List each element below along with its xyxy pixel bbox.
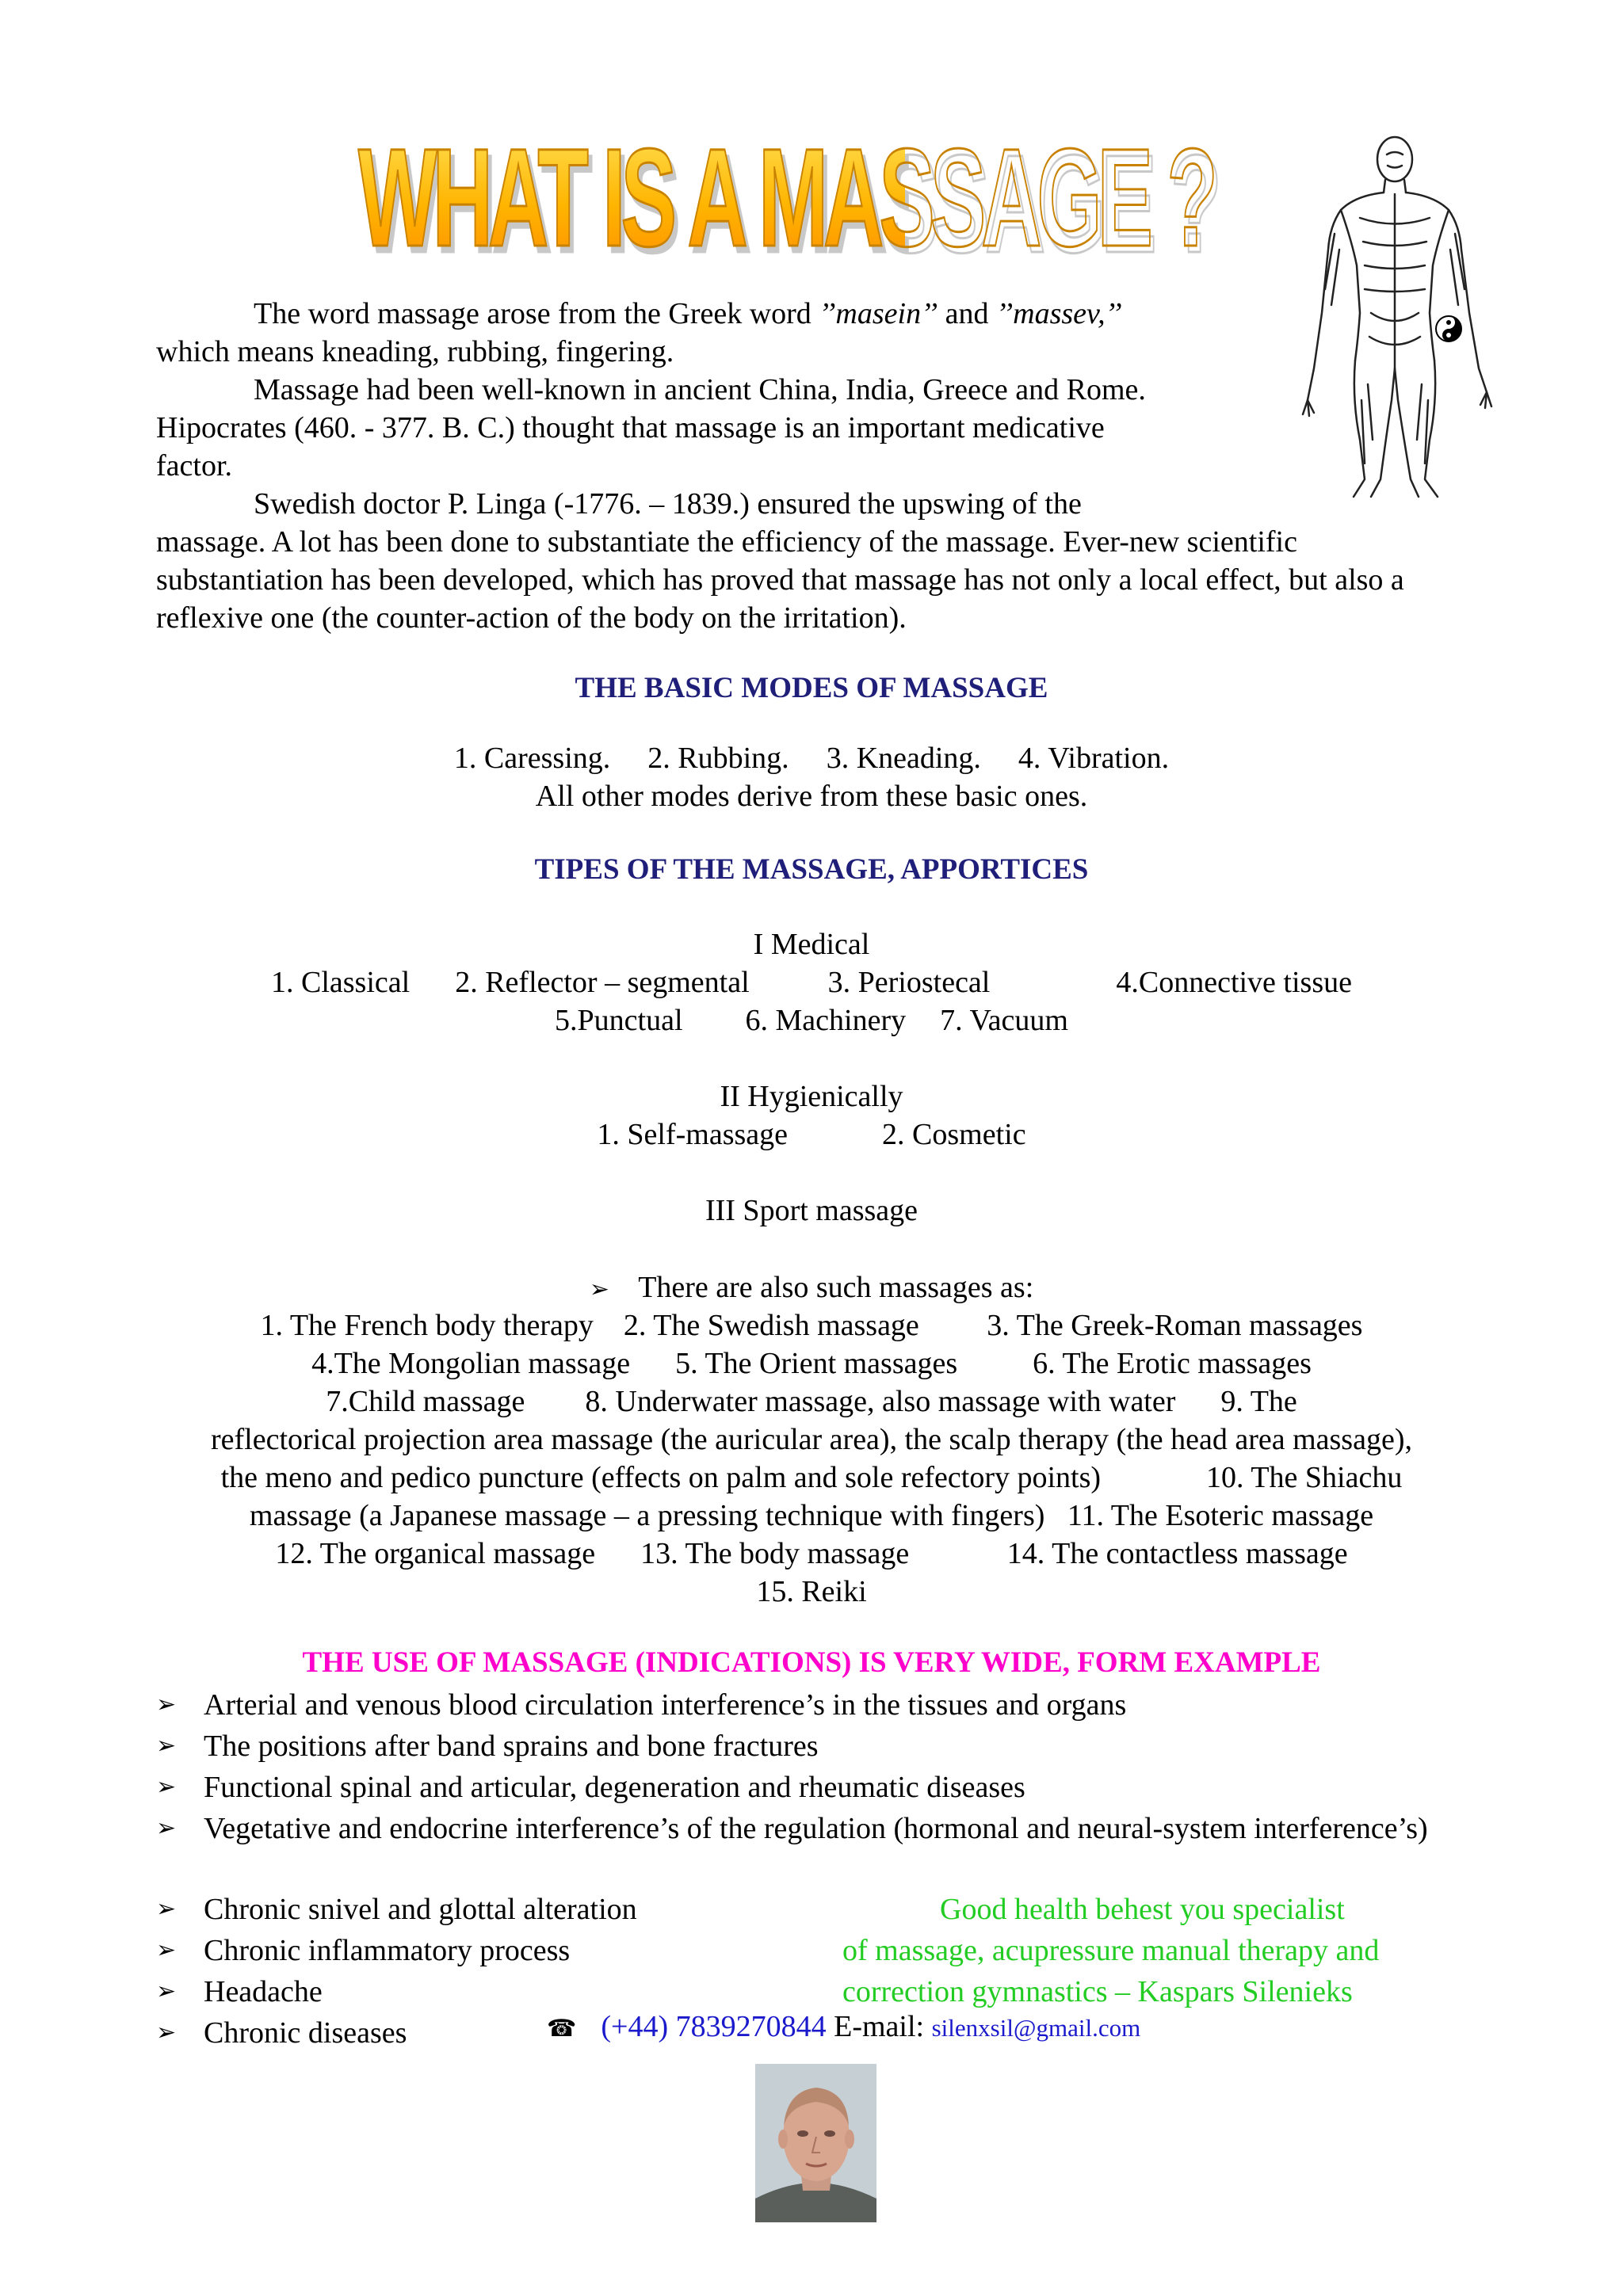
greek-word-massev: ’’massev,’’ <box>996 297 1122 330</box>
types-heading: TIPES OF THE MASSAGE, APPORTICES <box>534 853 1089 886</box>
medical-row-1 <box>0 963 1623 1001</box>
arrow-bullet-icon: ➢ <box>156 1936 177 1964</box>
indication-item <box>156 1768 1472 1810</box>
arrow-bullet-icon: ➢ <box>156 1978 177 2005</box>
also-intro <box>0 1268 1623 1309</box>
indication-item <box>156 1727 1472 1768</box>
also-line: the meno and pedico puncture (effects on palm and sole refectory points) 10. The Shiachu <box>220 1461 1403 1494</box>
indication-text: Functional spinal and articular, degeneration and rheumatic diseases <box>204 1771 1025 1804</box>
medical-row-2 <box>0 1001 1623 1039</box>
anatomy-figure-illustration <box>1276 131 1506 503</box>
also-line: 7.Child massage 8. Underwater massage, also massage with water 9. The <box>326 1385 1297 1418</box>
hygienic-type-item: 2. Cosmetic <box>882 1118 1026 1151</box>
basic-modes-list <box>0 739 1623 777</box>
yin-yang-icon <box>1436 316 1461 341</box>
medical-type-item: 1. Classical <box>271 966 411 999</box>
intro-text: The word massage arose from the Greek word <box>254 297 819 330</box>
arrow-bullet-icon: ➢ <box>156 1895 177 1923</box>
linga-paragraph <box>156 523 1448 637</box>
also-line: 4.The Mongolian massage 5. The Orient massages 6. The Erotic massages <box>311 1347 1312 1380</box>
history-line-3: factor. <box>156 449 233 482</box>
medical-type-item: 5.Punctual <box>555 1004 683 1037</box>
indications-heading: THE USE OF MASSAGE (INDICATIONS) IS VERY WIDE, FORM EXAMPLE <box>302 1646 1321 1679</box>
indication-item <box>156 1810 1472 1890</box>
history-line-1: Massage had been well-known in ancient China, India, Greece and Rome. <box>254 373 1146 406</box>
linga-paragraph-text: massage. A lot has been done to substantiate the efficiency of the massage. Ever-new scientific substantiation has been developed, which has proved that massage has not only a local effect, but also a reflexive one (the counter-action of the body on the irritation). <box>156 525 1404 635</box>
also-line: massage (a Japanese massage – a pressing technique with fingers) 11. The Esoteric massage <box>249 1499 1374 1532</box>
mode-item: 3. Kneading. <box>826 742 981 775</box>
mode-item: 4. Vibration. <box>1018 742 1170 775</box>
arrow-bullet-icon: ➢ <box>156 1814 177 1842</box>
hygienic-title: II Hygienically <box>720 1080 903 1113</box>
indication-text: Chronic diseases <box>204 2016 407 2050</box>
also-line: reflectorical projection area massage (the auricular area), the scalp therapy (the head area massage), <box>211 1423 1412 1456</box>
mode-item: 2. Rubbing. <box>647 742 789 775</box>
contact-greeting-line-3: correction gymnastics – Kaspars Silenieks <box>842 1975 1353 2008</box>
email-label: E-mail: <box>834 2010 925 2043</box>
medical-type-item: 2. Reflector – segmental <box>455 966 750 999</box>
contact-line <box>547 2008 1140 2048</box>
intro-line-2: which means kneading, rubbing, fingering. <box>156 335 674 368</box>
arrow-bullet-icon: ➢ <box>156 2019 177 2046</box>
medical-type-item: 7. Vacuum <box>940 1004 1068 1037</box>
indication-text: The positions after band sprains and bone fractures <box>204 1730 819 1763</box>
basic-modes-heading: THE BASIC MODES OF MASSAGE <box>575 672 1048 704</box>
medical-title: I Medical <box>753 928 870 961</box>
medical-type-item: 6. Machinery <box>745 1004 907 1037</box>
intro-conjunction: and <box>938 297 997 330</box>
page-title: WHAT IS A MASSAGE ? <box>358 120 1213 276</box>
greek-word-masein: ’’masein’’ <box>819 297 938 330</box>
indication-item <box>156 1686 1472 1727</box>
arrow-bullet-icon: ➢ <box>156 1773 177 1801</box>
also-line: 15. Reiki <box>756 1575 867 1608</box>
indication-text: Chronic snivel and glottal alteration <box>204 1893 637 1926</box>
intro-line-1 <box>254 295 1122 333</box>
history-line-2: Hipocrates (460. - 377. B. C.) thought that massage is an important medicative <box>156 411 1105 444</box>
also-intro-text: There are also such massages as: <box>638 1271 1034 1304</box>
also-line: 1. The French body therapy 2. The Swedish massage 3. The Greek-Roman massages <box>260 1309 1363 1342</box>
telephone-icon: ☎ <box>547 2015 577 2042</box>
contact-greeting-line-2: of massage, acupressure manual therapy and <box>842 1934 1380 1967</box>
arrow-bullet-icon: ➢ <box>156 1691 177 1718</box>
medical-type-item: 4.Connective tissue <box>1116 966 1352 999</box>
indication-text: Chronic inflammatory process <box>204 1934 571 1967</box>
phone-number-link[interactable]: (+44) 7839270844 <box>601 2010 827 2043</box>
medical-type-item: 3. Periostecal <box>827 966 991 999</box>
basic-modes-note: All other modes derive from these basic ones. <box>535 780 1088 813</box>
linga-line-1: Swedish doctor P. Linga (-1776. – 1839.) ensured the upswing of the <box>254 487 1082 521</box>
contact-greeting-line-1: Good health behest you specialist <box>940 1893 1345 1926</box>
specialist-portrait-photo <box>755 2064 876 2222</box>
hygienic-row <box>0 1116 1623 1154</box>
sport-title: III Sport massage <box>705 1194 918 1227</box>
email-link[interactable]: silenxsil@gmail.com <box>931 2014 1141 2042</box>
indication-text: Arterial and venous blood circulation interference’s in the tissues and organs <box>204 1688 1127 1722</box>
also-line: 12. The organical massage 13. The body massage 14. The contactless massage <box>275 1537 1348 1570</box>
indication-text: Vegetative and endocrine interference’s of the regulation (hormonal and neural-system interference’s) <box>204 1812 1428 1845</box>
indication-text: Headache <box>204 1975 323 2008</box>
hygienic-type-item: 1. Self-massage <box>597 1118 789 1151</box>
mode-item: 1. Caressing. <box>453 742 611 775</box>
arrow-bullet-icon: ➢ <box>156 1732 177 1760</box>
arrow-bullet-icon: ➢ <box>589 1276 609 1303</box>
